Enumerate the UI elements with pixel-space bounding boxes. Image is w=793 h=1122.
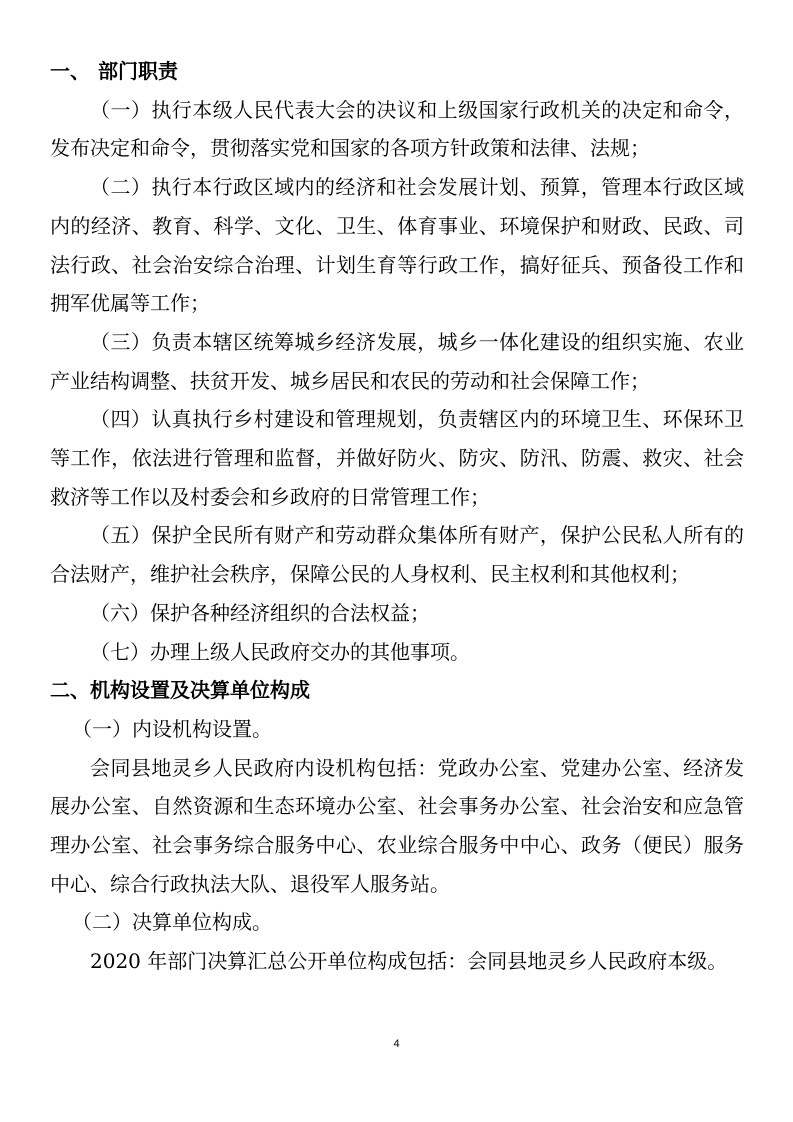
section-title: 部门职责 [98,59,178,83]
internal-units-paragraph: 会同县地灵乡人民政府内设机构包括：党政办公室、党建办公室、经济发展办公室、自然资源和生态环境办公室、社会事务办公室、社会治安和应急管理办公室、社会事务综合服务中心、农业综合服务中中心、政务（便民）服务中心、综合行政执法大队、退役军人服务站。 [50,755,744,896]
section-heading-organization: 二、机构设置及决算单位构成 [50,678,310,703]
section-number: 一、 [50,59,90,83]
duty-item-5: （五）保护全民所有财产和劳动群众集体所有财产，保护公民私人所有的合法财产，维护社会秩序，保障公民的人身权利、民主权利和其他权利； [50,523,744,587]
duty-item-6: （六）保护各种经济组织的合法权益； [90,600,430,625]
duty-item-1: （一）执行本级人民代表大会的决议和上级国家行政机关的决定和命令，发布决定和命令，贯彻落实党和国家的各项方针政策和法律、法规； [50,97,744,161]
subsection-title-internal-units: （一）内设机构设置。 [72,716,272,741]
duty-item-3: （三）负责本辖区统筹城乡经济发展，城乡一体化建设的组织实施、农业产业结构调整、扶贫开发、城乡居民和农民的劳动和社会保障工作； [50,329,744,393]
subsection-title-budget-units: （二）决算单位构成。 [72,910,272,935]
duty-item-4: （四）认真执行乡村建设和管理规划，负责辖区内的环境卫生、环保环卫等工作，依法进行管理和监督，并做好防火、防灾、防汛、防震、救灾、社会救济等工作以及村委会和乡政府的日常管理工作； [50,407,744,509]
duty-item-7: （七）办理上级人民政府交办的其他事项。 [90,639,470,664]
budget-units-paragraph: 2020 年部门决算汇总公开单位构成包括：会同县地灵乡人民政府本级。 [90,949,728,974]
document-body [50,52,744,981]
page-number: 4 [393,1038,400,1050]
section-heading-duties [50,52,744,91]
duty-item-2: （二）执行本行政区域内的经济和社会发展计划、预算，管理本行政区域内的经济、教育、科学、文化、卫生、体育事业、环境保护和财政、民政、司法行政、社会治安综合治理、计划生育等行政工作，搞好征兵、预备役工作和拥军优属等工作； [50,175,744,316]
